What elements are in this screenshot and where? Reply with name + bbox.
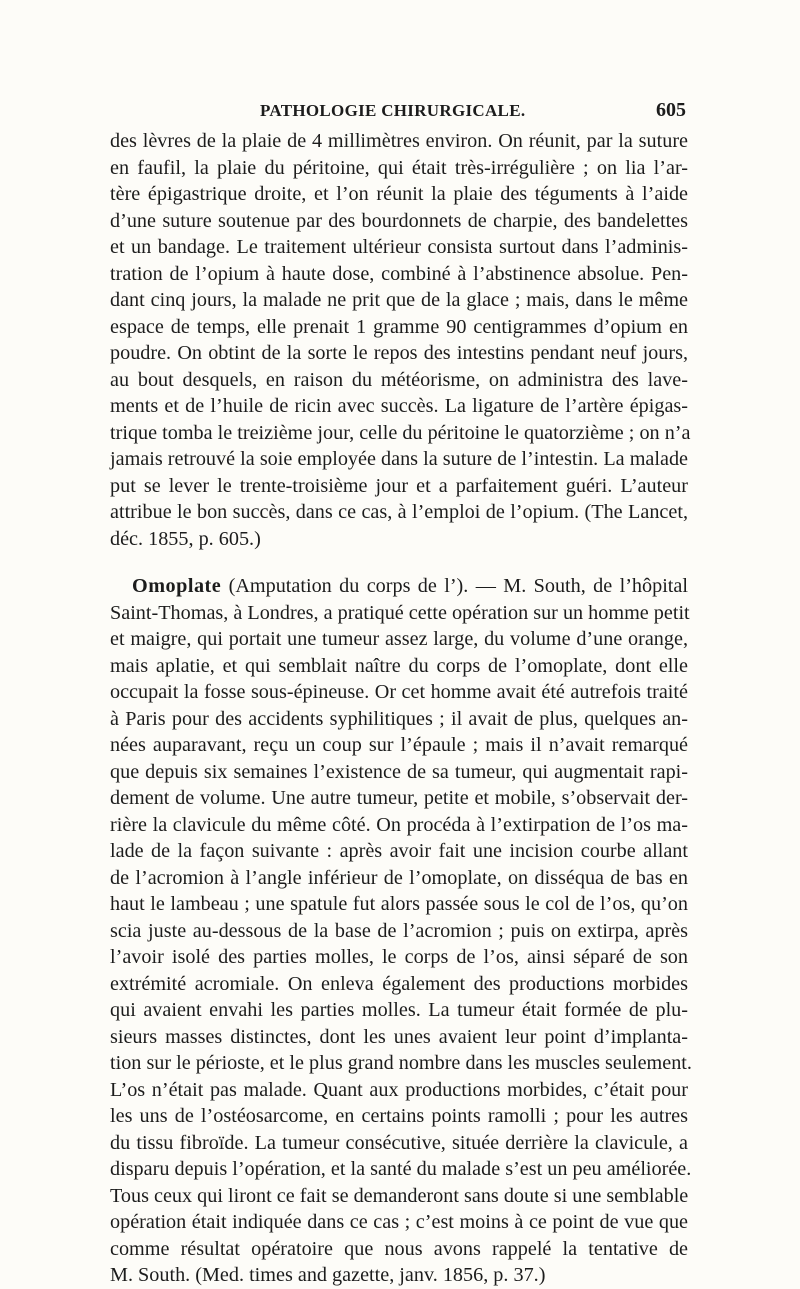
text-line: lade de la façon suivante : après avoir fait une incision courbe allant [110, 840, 688, 862]
paragraph-omoplate [110, 573, 692, 1289]
text-line: attribue le bon succès, dans ce cas, à l’emploi de l’opium. (The Lancet, [110, 501, 688, 523]
text-line: et maigre, qui portait une tumeur assez large, du volume d’une orange, [110, 628, 688, 650]
text-line: scia juste au-dessous de la base de l’acromion ; puis on extirpa, après [110, 919, 688, 942]
text-line: jamais retrouvé la soie employée dans la suture de l’intestin. La malade [110, 448, 688, 470]
text-line: qui avaient envahi les parties molles. La tumeur était formée de plu- [110, 999, 688, 1021]
text-line: poudre. On obtint de la sorte le repos des intestins pendant neuf jours, [110, 342, 688, 364]
text-line: mais aplatie, et qui semblait naître du corps de l’omoplate, dont elle [110, 654, 688, 677]
text-line: dement de volume. Une autre tumeur, petite et mobile, s’observait der- [110, 787, 688, 809]
text-line: de l’acromion à l’angle inférieur de l’omoplate, on disséqua de bas en [110, 866, 688, 889]
text-line: M. South. (Med. times and gazette, janv. 1856, p. 37.) [110, 1264, 546, 1286]
text-line: dant cinq jours, la malade ne prit que de la glace ; mais, dans le même [110, 289, 688, 311]
text-line: tration de l’opium à haute dose, combiné à l’abstinence absolue. Pen- [110, 262, 688, 285]
entry-first-line [110, 573, 688, 600]
text-line: tère épigastrique droite, et l’on réunit la plaie des téguments à l’aide [110, 183, 688, 205]
text-line: en faufil, la plaie du péritoine, qui était très-irrégulière ; on lia l’ar- [110, 156, 688, 179]
text-line: au bout desquels, en raison du météorisme, on administra des lave- [110, 368, 688, 391]
text-line: Saint-Thomas, à Londres, a pratiqué cette opération sur un homme petit [110, 601, 690, 624]
text-line: sieurs masses distinctes, dont les unes avaient leur point d’implanta- [110, 1025, 688, 1048]
text-line: L’os n’était pas malade. Quant aux productions morbides, c’était pour [110, 1078, 688, 1101]
text-line: nées auparavant, reçu un coup sur l’épaule ; mais il n’avait remarqué [110, 734, 688, 756]
text-line: tion sur le périoste, et le plus grand nombre dans les muscles seulement. [110, 1052, 692, 1074]
page-number: 605 [656, 99, 686, 121]
text-line: l’avoir isolé des parties molles, le corps de l’os, ainsi séparé de son [110, 946, 688, 968]
text-line: opération était indiquée dans ce cas ; c’est moins à ce point de vue que [110, 1211, 688, 1233]
text-line: rière la clavicule du même côté. On procéda à l’extirpation de l’os ma- [110, 813, 688, 836]
text-line: extrémité acromiale. On enleva également des productions morbides [110, 972, 688, 995]
text-line: d’une suture soutenue par des bourdonnets de charpie, des bandelettes [110, 209, 688, 232]
text-line: haut le lambeau ; une spatule fut alors passée sous le col de l’os, qu’on [110, 893, 688, 915]
page-body [110, 128, 692, 1289]
text-line: les uns de l’ostéosarcome, en certains points ramolli ; pour les autres [110, 1105, 688, 1127]
running-title: PATHOLOGIE CHIRURGICALE. [260, 101, 526, 120]
text-line: occupait la fosse sous-épineuse. Or cet homme avait été autrefois traité [110, 681, 688, 703]
text-line: que depuis six semaines l’existence de sa tumeur, qui augmentait rapi- [110, 760, 688, 783]
text-line: du tissu fibroïde. La tumeur consécutive, située derrière la clavicule, a [110, 1131, 688, 1154]
text-line: espace de temps, elle prenait 1 gramme 90 centigrammes d’opium en [110, 315, 688, 338]
text-line: comme résultat opératoire que nous avons rappelé la tentative de [110, 1237, 688, 1260]
text-line: déc. 1855, p. 605.) [110, 527, 261, 550]
text-line: put se lever le trente-troisième jour et a parfaitement guéri. L’auteur [110, 474, 688, 497]
entry-headword: Omoplate [132, 575, 222, 597]
text-line: Tous ceux qui liront ce fait se demanderont sans doute si une semblable [110, 1184, 689, 1207]
paragraph-gap [110, 552, 688, 573]
text-line: disparu depuis l’opération, et la santé du malade s’est un peu améliorée. [110, 1158, 692, 1180]
paragraph-lancet-case [110, 128, 691, 552]
page-header [110, 98, 686, 128]
entry-lead-text: (Amputation du corps de l’). — M. South, de l’hôpital [221, 575, 688, 597]
text-line: ments et de l’huile de ricin avec succès. La ligature de l’artère épigas- [110, 395, 688, 417]
text-line: des lèvres de la plaie de 4 millimètres environ. On réunit, par la suture [110, 130, 688, 152]
text-line: trique tomba le treizième jour, celle du péritoine le quatorzième ; on n’a [110, 421, 691, 444]
text-line: et un bandage. Le traitement ultérieur consista surtout dans l’adminis- [110, 236, 688, 258]
text-line: à Paris pour des accidents syphilitiques ; il avait de plus, quelques an- [110, 707, 688, 730]
